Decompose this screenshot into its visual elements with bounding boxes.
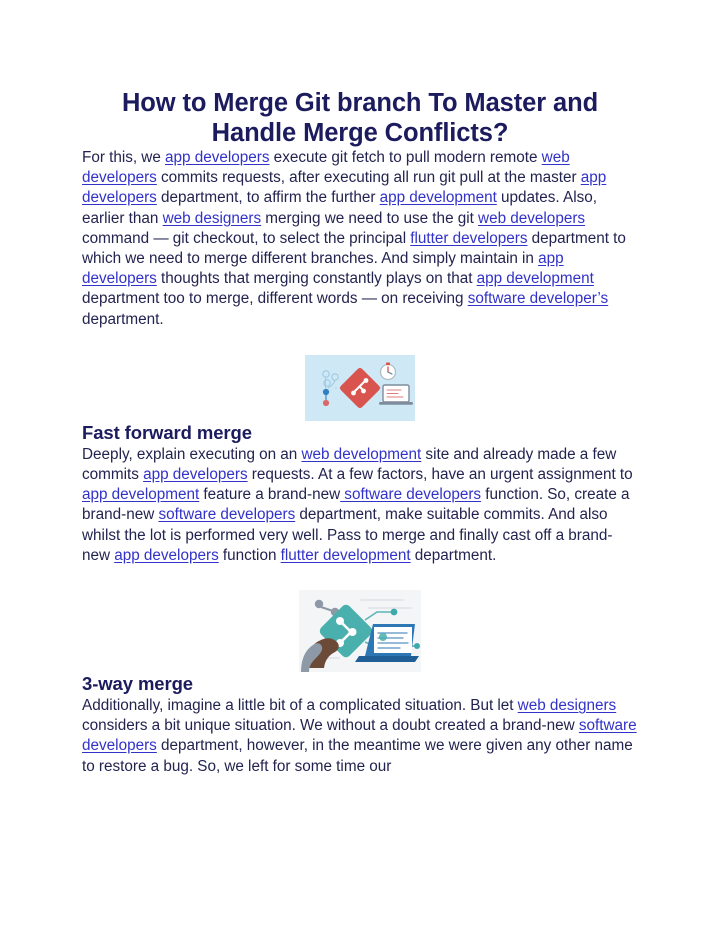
stopwatch-icon <box>381 362 396 379</box>
laptop-icon <box>379 385 413 405</box>
paragraph-text-run: Deeply, explain executing on an <box>82 445 302 463</box>
heading-three-way-merge: 3-way merge <box>82 673 193 695</box>
paragraph-text-run: site and already made a few commits <box>82 445 617 484</box>
paragraph-text-run: department, to affirm the further <box>156 189 380 207</box>
paragraph-text-run: department too to merge, different words — on receiving <box>82 290 468 308</box>
git-logo-icon <box>339 367 381 409</box>
inline-link[interactable]: app developers <box>165 149 270 166</box>
paragraph-text-run: department. <box>410 546 497 564</box>
paragraph-text-run: commits requests, after executing all run git pull at the master <box>156 169 581 187</box>
paragraph-text-run: considers a bit unique situation. We without a doubt created a brand-new <box>82 717 579 735</box>
hand-merge-svg <box>299 590 421 672</box>
figure-git-merge <box>82 355 638 421</box>
paragraph-text-run: thoughts that merging constantly plays on that <box>156 270 477 288</box>
paragraph-text-run: department to which we need to merge different branches. And simply maintain in <box>82 229 626 268</box>
inline-link[interactable]: app developers <box>82 250 564 288</box>
inline-link[interactable]: app developers <box>82 169 607 207</box>
inline-link[interactable]: flutter development <box>280 546 411 564</box>
paragraph-intro <box>82 148 638 330</box>
inline-link[interactable]: web designers <box>517 697 617 715</box>
inline-link[interactable]: app developers <box>143 466 248 484</box>
branch-graph-icon <box>323 371 338 389</box>
git-merge-illustration <box>305 355 415 421</box>
inline-link[interactable]: software developer’s <box>467 290 609 308</box>
inline-link[interactable]: web designers <box>162 209 262 227</box>
inline-link[interactable]: software developers <box>340 486 482 504</box>
page-title: How to Merge Git branch To Master and Handle Merge Conflicts? <box>121 89 599 147</box>
inline-link[interactable]: flutter developers <box>410 229 528 247</box>
paragraph-text-run: execute git fetch to pull modern remote <box>269 149 542 166</box>
paragraph-text-run: requests. At a few factors, have an urgent assignment to <box>247 466 633 484</box>
inline-link[interactable]: web development <box>301 445 422 463</box>
paragraph-text-run: feature a brand-new <box>199 486 341 504</box>
paragraph-text-run: function. So, create a brand-new <box>82 486 630 524</box>
inline-link[interactable]: web developers <box>478 209 586 227</box>
inline-link[interactable]: app development <box>476 270 594 288</box>
branch-node-icon <box>323 389 329 406</box>
inline-link[interactable]: app development <box>379 189 497 207</box>
git-merge-svg <box>305 355 415 421</box>
paragraph-text-run: department, make suitable commits. And also whilst the lot is performed very well. Pass to merge and finally cast off a brand-new <box>82 506 613 564</box>
paragraph-three-way <box>82 696 638 777</box>
inline-link[interactable]: software developers <box>158 506 296 524</box>
paragraph-text-run: command — git checkout, to select the principal <box>82 229 411 247</box>
figure-hand-merge <box>82 590 638 672</box>
document-content <box>82 0 638 777</box>
paragraph-text-run: department. <box>82 310 164 328</box>
paragraph-text-run: Additionally, imagine a little bit of a complicated situation. But let <box>82 697 518 715</box>
paragraph-fast-forward <box>82 445 638 566</box>
paragraph-text-run: For this, we <box>82 149 166 166</box>
paragraph-text-run: merging we need to use the git <box>261 209 479 227</box>
inline-link[interactable]: software developers <box>82 717 637 755</box>
inline-link[interactable]: web developers <box>82 149 570 187</box>
hand-merge-illustration <box>299 590 421 672</box>
inline-link[interactable]: app development <box>82 486 200 504</box>
paragraph-text-run: department, however, in the meantime we were given any other name to restore a bug. So, we left for some time our <box>82 737 633 775</box>
inline-link[interactable]: app developers <box>114 546 219 564</box>
heading-fast-forward-merge: Fast forward merge <box>82 421 252 443</box>
paragraph-text-run: function <box>218 546 281 564</box>
paragraph-text-run: updates. Also, earlier than <box>82 189 597 227</box>
